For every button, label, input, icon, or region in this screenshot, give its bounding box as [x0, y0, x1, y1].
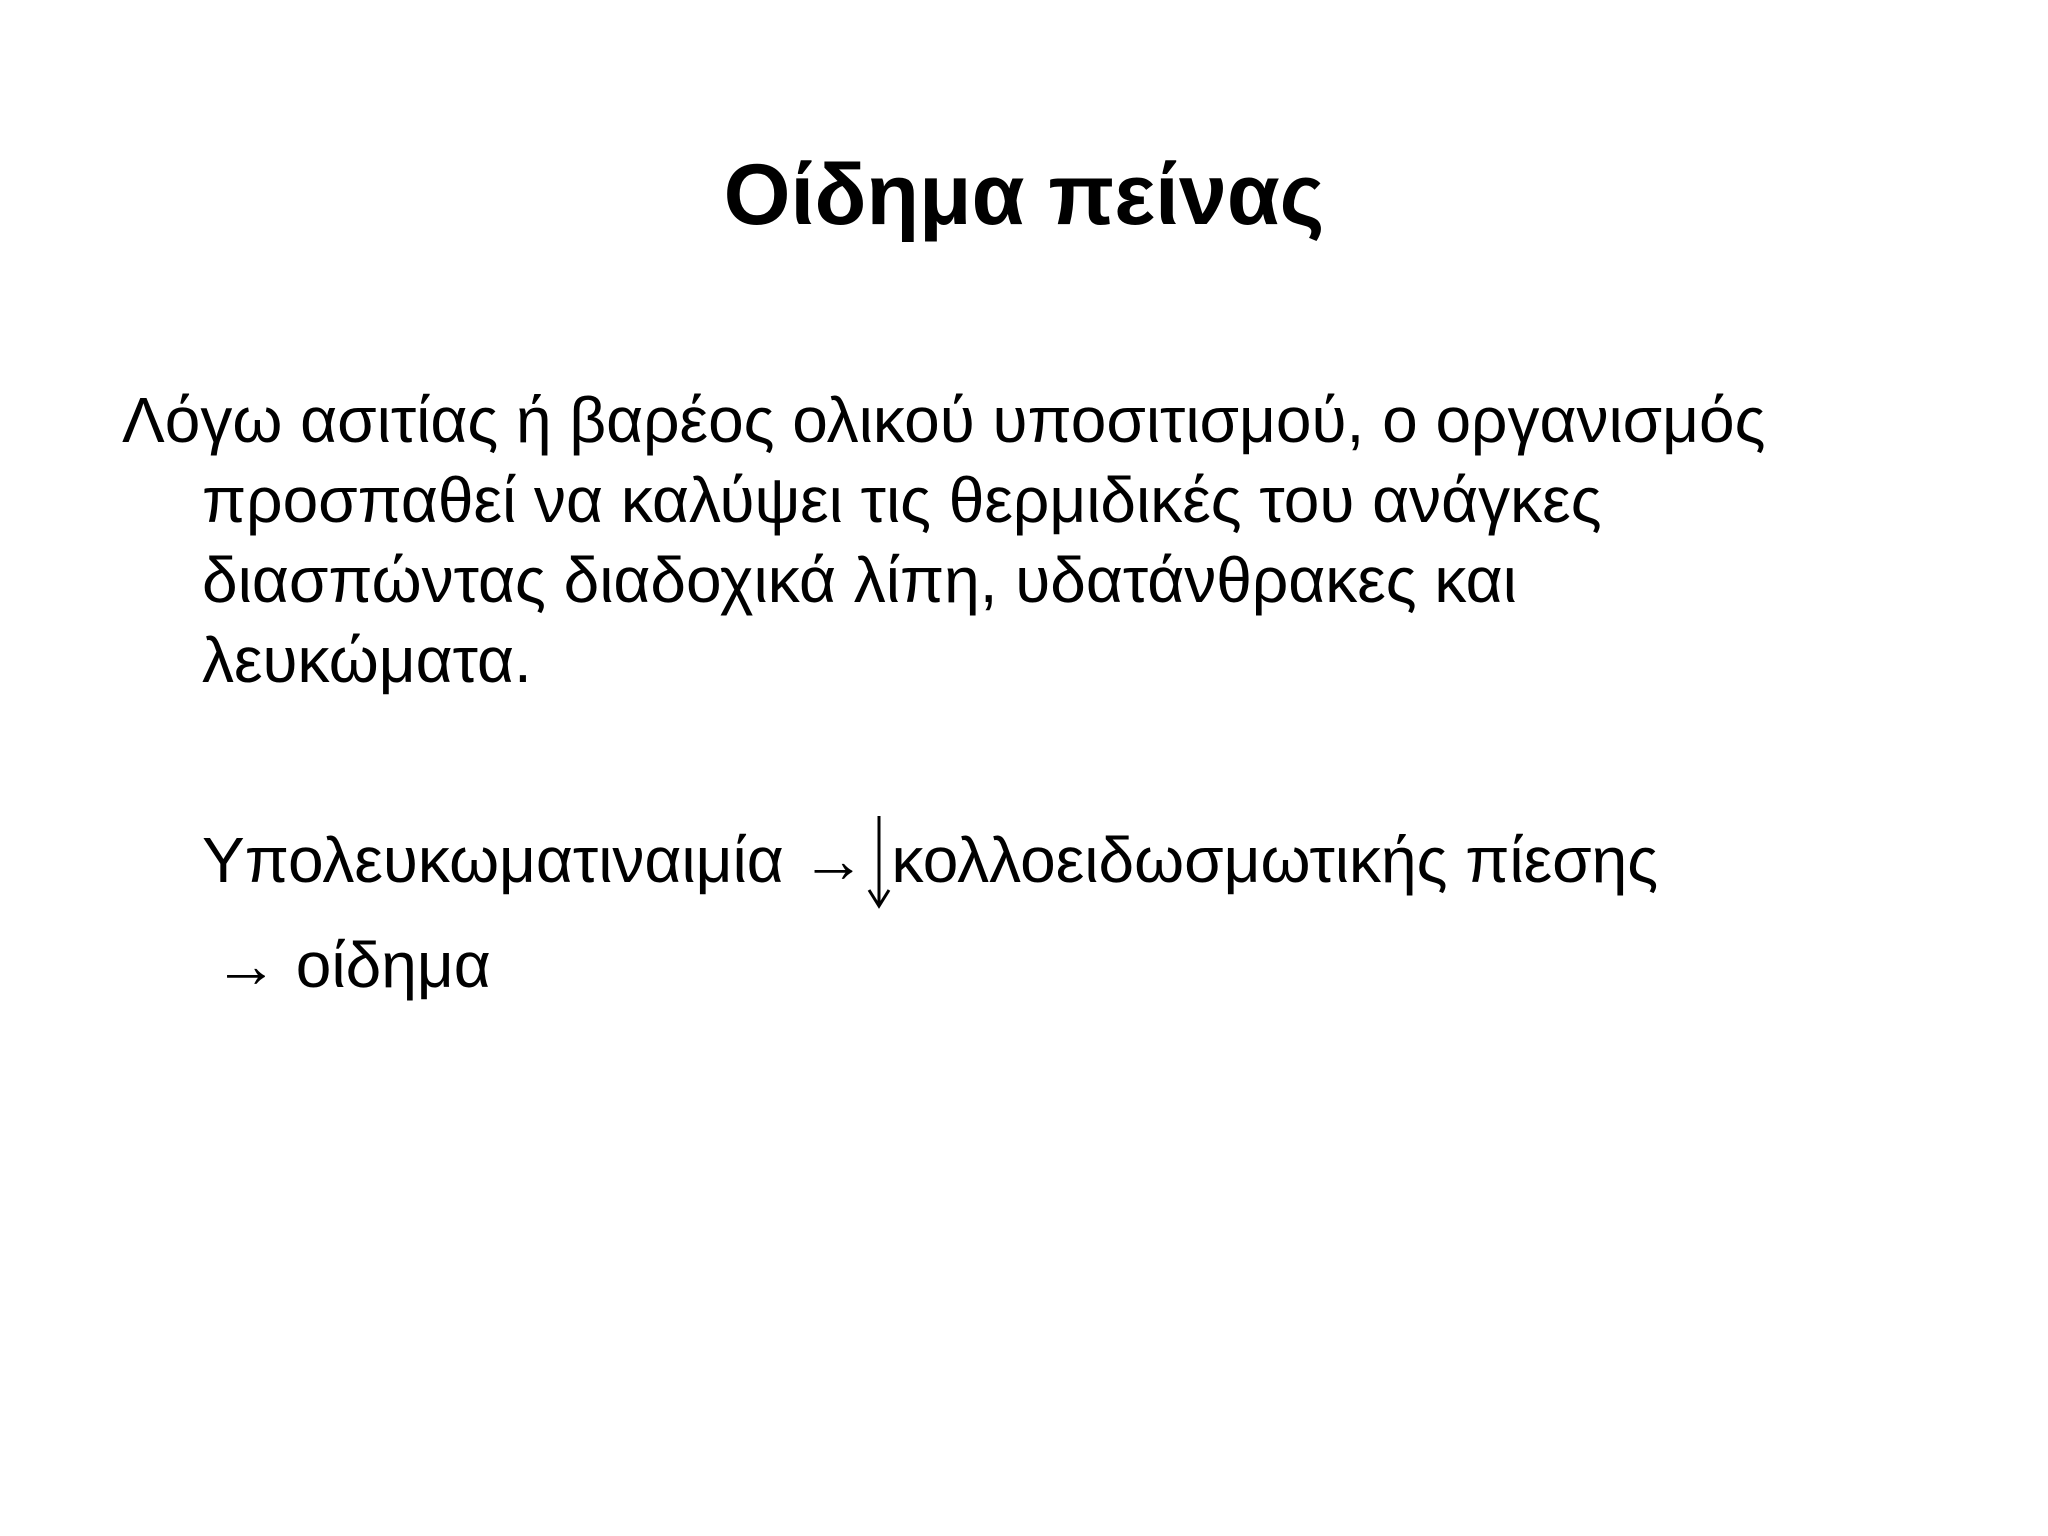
chain-decrease-term: κολλοειδωσμωτικής πίεσης	[891, 824, 1659, 896]
body-paragraph	[122, 380, 1922, 700]
causal-chain	[202, 820, 1952, 900]
slide-title: Οίδημα πείνας	[723, 147, 1325, 243]
chain-start-term: Υπολευκωματιναιμία	[202, 824, 784, 896]
paragraph-line: Λόγω ασιτίας ή βαρέος ολικού υποσιτισμού, ο οργανισμός	[122, 384, 1766, 456]
right-arrow-icon: →	[801, 824, 866, 896]
paragraph-line: διασπώντας διαδοχικά λίπη, υδατάνθρακες και	[202, 544, 1517, 616]
chain-result-term: οίδημα	[295, 929, 491, 1001]
causal-chain-result	[214, 925, 491, 1005]
right-arrow-icon: →	[214, 929, 278, 1001]
paragraph-line: προσπαθεί να καλύψει τις θερμιδικές του ανάγκες	[202, 464, 1602, 536]
paragraph-line: λευκώματα.	[202, 624, 532, 696]
down-arrow-icon	[866, 820, 892, 900]
